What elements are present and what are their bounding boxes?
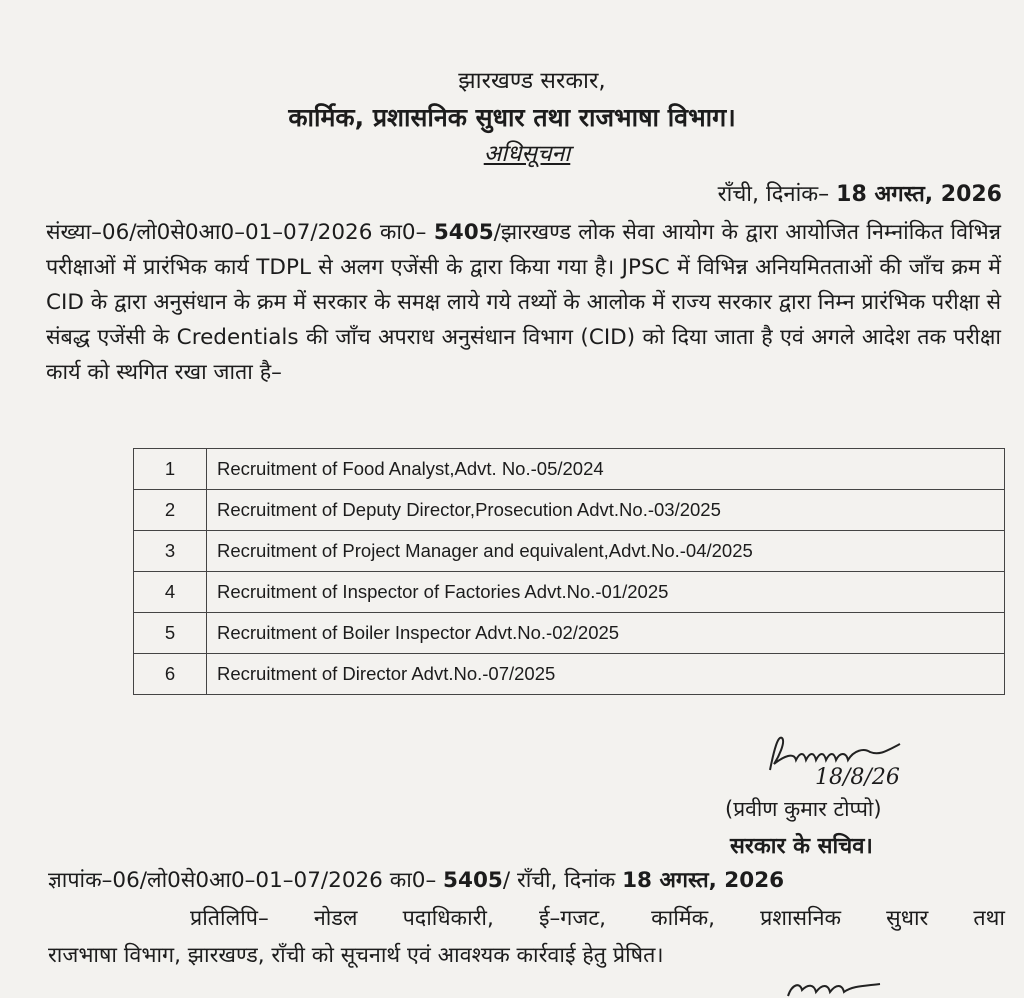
memo-date: 18 अगस्त, 2026: [622, 868, 785, 893]
notification-body: [46, 215, 1001, 390]
partial-signature: [780, 980, 930, 998]
row-text: Recruitment of Director Advt.No.-07/2025: [207, 654, 1005, 695]
row-text: Recruitment of Boiler Inspector Advt.No.-02/2025: [207, 613, 1005, 654]
row-text: Recruitment of Food Analyst,Advt. No.-05/2024: [207, 449, 1005, 490]
row-text: Recruitment of Inspector of Factories Advt.No.-01/2025: [207, 572, 1005, 613]
row-number: 3: [134, 531, 207, 572]
row-text: Recruitment of Deputy Director,Prosecution Advt.No.-03/2025: [207, 490, 1005, 531]
memo-suffix: / राँची, दिनांक: [502, 868, 623, 893]
signature-date: 18/8/26: [815, 765, 900, 790]
table-row: [134, 572, 1005, 613]
date-prefix: राँची, दिनांक–: [717, 182, 837, 207]
row-number: 1: [134, 449, 207, 490]
signatory-name: (प्रवीण कुमार टोप्पो): [725, 797, 882, 821]
memo-reference-line: [48, 865, 784, 894]
table-row: [134, 654, 1005, 695]
table-row: [134, 449, 1005, 490]
row-number: 5: [134, 613, 207, 654]
signatory-designation: सरकार के सचिव।: [730, 834, 873, 859]
reference-number: 5405: [433, 220, 494, 245]
issue-date-line: [718, 178, 1002, 208]
government-name: झारखण्ड सरकार,: [458, 68, 606, 94]
reference-prefix: संख्या–06/लो0से0आ0–01–07/2026 का0–: [46, 220, 434, 245]
body-text: /झारखण्ड लोक सेवा आयोग के द्वारा आयोजित निम्नांकित विभिन्न परीक्षाओं में प्रारंभिक कार्य TDPL से अलग एजेंसी के द्वारा किया गया है। JPSC में विभिन्न अनियमितताओं की जाँच क्रम में CID के द्वारा अनुसंधान के क्रम में सरकार के समक्ष लाये गये तथ्यों के आलोक में राज्य सरकार द्वारा निम्न प्रारंभिक परीक्षा से संबद्ध एजेंसी के Credentials की जाँच अपराध अनुसंधान विभाग (CID) को दिया जाता है एवं अगले आदेश तक परीक्षा कार्य को स्थगित रखा जाता है–: [46, 220, 1001, 385]
table-row: [134, 531, 1005, 572]
issue-date: 18 अगस्त, 2026: [836, 182, 1002, 207]
copy-line-2: राजभाषा विभाग, झारखण्ड, राँची को सूचनार्थ एवं आवश्यक कार्रवाई हेतु प्रेषित।: [48, 943, 664, 968]
document-type-heading: अधिसूचना: [483, 141, 571, 167]
row-number: 6: [134, 654, 207, 695]
memo-prefix: ज्ञापांक–06/लो0से0आ0–01–07/2026 का0–: [48, 868, 444, 893]
row-text: Recruitment of Project Manager and equivalent,Advt.No.-04/2025: [207, 531, 1005, 572]
department-name: कार्मिक, प्रशासनिक सुधार तथा राजभाषा विभाग।: [288, 103, 736, 132]
table-row: [134, 490, 1005, 531]
row-number: 4: [134, 572, 207, 613]
row-number: 2: [134, 490, 207, 531]
copy-line-1: प्रतिलिपि– नोडल पदाधिकारी, ई–गजट, कार्मिक, प्रशासनिक सुधार तथा: [190, 906, 1005, 931]
table-row: [134, 613, 1005, 654]
recruitment-table: [133, 448, 1005, 695]
memo-number: 5405: [443, 868, 503, 893]
